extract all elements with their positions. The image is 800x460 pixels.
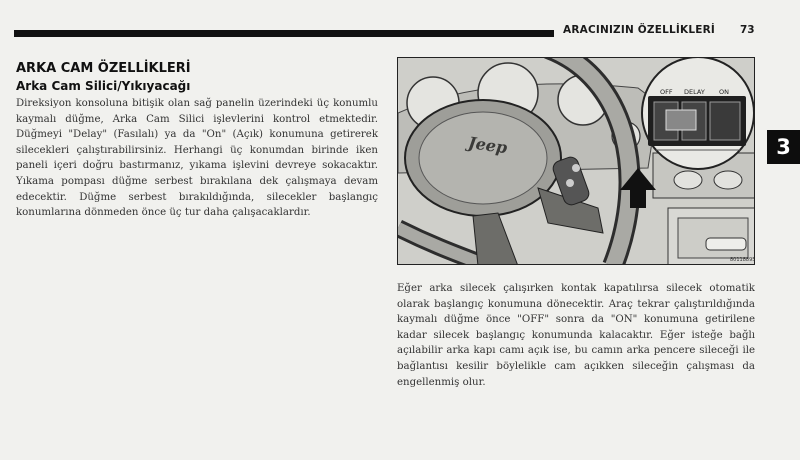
article-subtitle: Arka Cam Silici/Yıkıyacağı [16,79,191,93]
chapter-tab: 3 [767,130,800,164]
section-title: ARACINIZIN ÖZELLİKLERİ [563,24,715,36]
header-rule [14,30,554,37]
article-title: ARKA CAM ÖZELLİKLERİ [16,61,191,76]
switch-label-delay: DELAY [684,88,705,96]
figure-code: 80118895 [730,257,756,263]
slide-switch-knob [666,110,696,130]
switch-label-on: ON [719,88,729,96]
dashboard-drawing [398,58,755,265]
jeep-logo: Jeep [467,133,509,158]
paragraph-right: Eğer arka silecek çalışırken kontak kapatılırsa silecek otomatik olarak başlangıç konumuna dönecektir. Araç tekrar çalıştırıldığında kaymalı düğme önce "OFF" sonra da "ON" konumuna getirilene kadar silecek başlangıç konumunda kalacaktır. Eğer isteğe bağlı açılabilir arka kapı camı açık ise, bu camın arka pencere sileceği ile bağlantısı kesilir böylelikle cam açıkken sileceğin çalışması da engellenmiş olur. [397,283,755,388]
switch-label-off: OFF [660,88,673,96]
paragraph-left: Direksiyon konsoluna bitişik olan sağ panelin üzerindeki üç konumlu kaymalı düğme, Arka Cam Silici işlevlerini kontrol etmektedir. Düğmeyi "Delay" (Fasılalı) ya da "On" (Açık) konumuna getirerek silecekleri çalıştırabilirsiniz. Herhangi üç konumdan birinde iken paneli içeri doğru bastırmanız, yıkama işlevini devreye sokacaktır. Yıkama pompası düğme serbest bırakılana dek çalışmaya devam edecektir. Düğme serbest bırakıldığında, silecekler başlangıç konumlarına dönmeden önce üç tur daha çalışacaklardır. [16,98,378,219]
dashboard-illustration [397,57,755,265]
page-number: 73 [740,24,755,36]
